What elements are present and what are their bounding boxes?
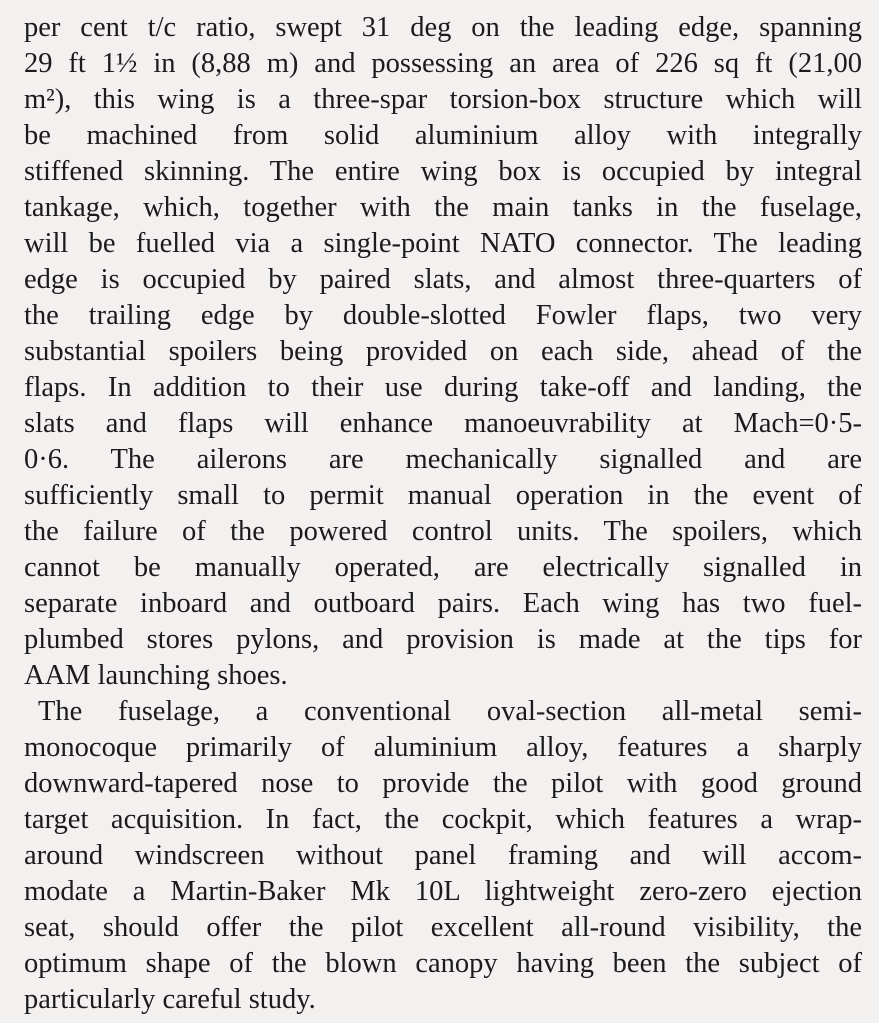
text-line: seat, should offer the pilot excellent all-round visibility, the — [24, 912, 862, 943]
text-line: substantial spoilers being provided on each side, ahead of the — [24, 336, 862, 367]
text-line: particularly careful study. — [24, 984, 316, 1015]
text-line: around windscreen without panel framing and will accom- — [24, 840, 862, 871]
text-line: optimum shape of the blown canopy having been the subject of — [24, 948, 862, 979]
text-line: stiffened skinning. The entire wing box is occupied by integral — [24, 156, 862, 187]
text-line: sufficiently small to permit manual operation in the event of — [24, 480, 862, 511]
text-line: the trailing edge by double-slotted Fowler flaps, two very — [24, 300, 862, 331]
text-line: AAM launching shoes. — [24, 660, 288, 691]
text-line: cannot be manually operated, are electrically signalled in — [24, 552, 862, 583]
document-page — [24, 10, 862, 1018]
text-line: separate inboard and outboard pairs. Each wing has two fuel- — [24, 588, 862, 619]
text-line: the failure of the powered control units. The spoilers, which — [24, 516, 862, 547]
text-line: will be fuelled via a single-point NATO connector. The leading — [24, 228, 862, 259]
text-line: modate a Martin-Baker Mk 10L lightweight zero-zero ejection — [24, 876, 862, 907]
text-line: slats and flaps will enhance manoeuvrability at Mach=0·5- — [24, 408, 862, 439]
text-line: downward-tapered nose to provide the pilot with good ground — [24, 768, 862, 799]
text-line: 0·6. The ailerons are mechanically signalled and are — [24, 444, 862, 475]
text-line: tankage, which, together with the main tanks in the fuselage, — [24, 192, 862, 223]
text-line: monocoque primarily of aluminium alloy, features a sharply — [24, 732, 862, 763]
text-line: The fuselage, a conventional oval-section all-metal semi- — [38, 696, 862, 727]
text-line: edge is occupied by paired slats, and almost three-quarters of — [24, 264, 862, 295]
text-line: m²), this wing is a three-spar torsion-box structure which will — [24, 84, 862, 115]
text-line: flaps. In addition to their use during take-off and landing, the — [24, 372, 862, 403]
text-line: 29 ft 1½ in (8,88 m) and possessing an area of 226 sq ft (21,00 — [24, 48, 862, 79]
text-line: be machined from solid aluminium alloy with integrally — [24, 120, 862, 151]
text-line: per cent t/c ratio, swept 31 deg on the leading edge, spanning — [24, 12, 862, 43]
paragraph-wing — [24, 10, 862, 694]
text-line: plumbed stores pylons, and provision is made at the tips for — [24, 624, 862, 655]
paragraph-fuselage — [24, 694, 862, 1018]
text-line: target acquisition. In fact, the cockpit, which features a wrap- — [24, 804, 862, 835]
